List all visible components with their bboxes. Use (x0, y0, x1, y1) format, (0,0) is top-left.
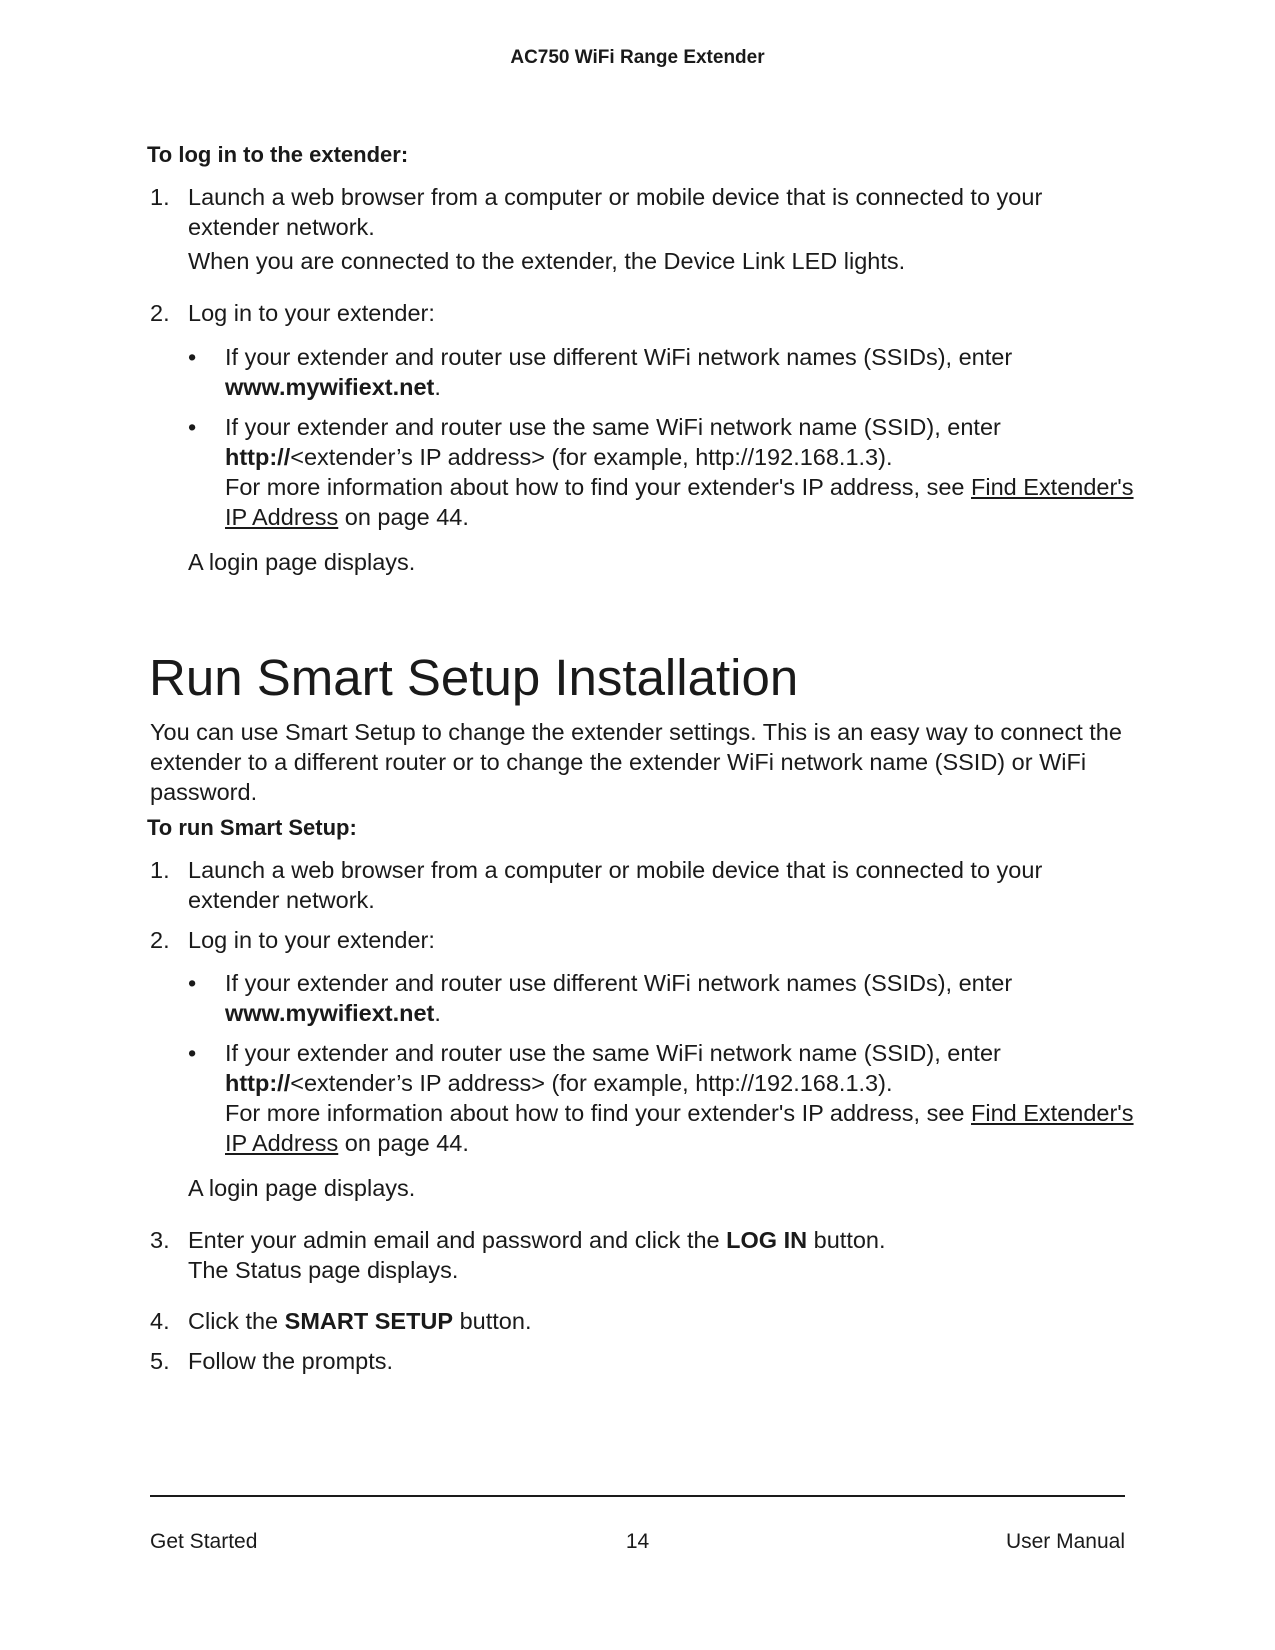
step-text: Follow the prompts. (188, 1348, 394, 1374)
more-info-page: on page 44. (338, 504, 469, 530)
document-header-title: AC750 WiFi Range Extender (510, 47, 765, 68)
step-text: Launch a web browser from a computer or mobile device that is connected to your extender network. (188, 184, 1043, 240)
bullet-text-end: . (434, 374, 441, 400)
step-number: 3. (150, 1227, 170, 1253)
bullet-text-ip: <extender’s IP address> (for example, http://192.168.1.3). (290, 444, 893, 470)
step-text-end: button. (807, 1227, 886, 1253)
login-bullet-different-ssid (188, 342, 1138, 402)
bullet-icon: • (188, 344, 197, 370)
smart-bullet-different-ssid (188, 968, 1138, 1028)
footer-manual: User Manual (1005, 1530, 1125, 1553)
smart-bullet-same-ssid (188, 1038, 1138, 1158)
result-text: A login page displays. (188, 1175, 416, 1201)
step-number: 5. (150, 1348, 170, 1374)
smart-setup-procedure-heading: To run Smart Setup: (147, 815, 357, 840)
smart-step-4 (150, 1306, 1140, 1336)
step-text: Log in to your extender: (188, 927, 435, 953)
bullet-icon: • (188, 970, 197, 996)
bullet-icon: • (188, 1040, 197, 1066)
step-number: 2. (150, 300, 170, 326)
bullet-text: If your extender and router use different WiFi network names (SSIDs), enter (225, 344, 1013, 370)
step-number: 4. (150, 1308, 170, 1334)
bullet-text: If your extender and router use the same WiFi network name (SSID), enter (225, 414, 1001, 440)
section-title: Run Smart Setup Installation (149, 649, 799, 706)
step-number: 2. (150, 927, 170, 953)
log-in-button-label: LOG IN (726, 1227, 808, 1253)
step-text: Log in to your extender: (188, 300, 435, 326)
mywifiext-url: www.mywifiext.net (225, 1000, 435, 1026)
login-step-2-result (150, 547, 1100, 577)
step-result: The Status page displays. (188, 1257, 459, 1283)
step-text: Launch a web browser from a computer or mobile device that is connected to your extender network. (188, 857, 1043, 913)
smart-setup-button-label: SMART SETUP (284, 1308, 454, 1334)
step-text-end: button. (453, 1308, 532, 1334)
login-step-1-result: When you are connected to the extender, the Device Link LED lights. (188, 248, 906, 274)
login-step-2 (150, 298, 1140, 328)
smart-step-3 (150, 1225, 1140, 1285)
step-number: 1. (150, 857, 170, 883)
step-number: 1. (150, 184, 170, 210)
bullet-text: If your extender and router use the same WiFi network name (SSID), enter (225, 1040, 1001, 1066)
bullet-text: If your extender and router use different WiFi network names (SSIDs), enter (225, 970, 1013, 996)
find-ip-address-link[interactable]: Find Extender's IP Address (225, 474, 1134, 530)
footer-divider (150, 1495, 1125, 1497)
login-step-1 (150, 182, 1140, 242)
smart-step-2 (150, 925, 1140, 955)
step-text: Click the (188, 1308, 285, 1334)
mywifiext-url: www.mywifiext.net (225, 374, 435, 400)
smart-step-1 (150, 855, 1140, 915)
http-prefix: http:// (225, 1070, 291, 1096)
more-info-text: For more information about how to find your extender's IP address, see (225, 474, 971, 500)
smart-step-5 (150, 1346, 1140, 1376)
footer-page-number: 14 (625, 1530, 650, 1553)
http-prefix: http:// (225, 444, 291, 470)
step-text: Enter your admin email and password and click the (188, 1227, 727, 1253)
bullet-text-ip: <extender’s IP address> (for example, http://192.168.1.3). (290, 1070, 893, 1096)
more-info-page: on page 44. (338, 1130, 469, 1156)
login-bullet-same-ssid (188, 412, 1138, 532)
more-info-text: For more information about how to find your extender's IP address, see (225, 1100, 971, 1126)
find-ip-address-link[interactable]: Find Extender's IP Address (225, 1100, 1134, 1156)
section-intro: You can use Smart Setup to change the extender settings. This is an easy way to connect the extender to a different router or to change the extender WiFi network name (SSID) or WiFi password. (150, 719, 1122, 805)
bullet-text-end: . (434, 1000, 441, 1026)
footer-chapter: Get Started (150, 1530, 258, 1553)
login-procedure-heading: To log in to the extender: (147, 142, 409, 167)
bullet-icon: • (188, 414, 197, 440)
result-text: A login page displays. (188, 549, 416, 575)
smart-step-2-result (150, 1173, 1100, 1203)
